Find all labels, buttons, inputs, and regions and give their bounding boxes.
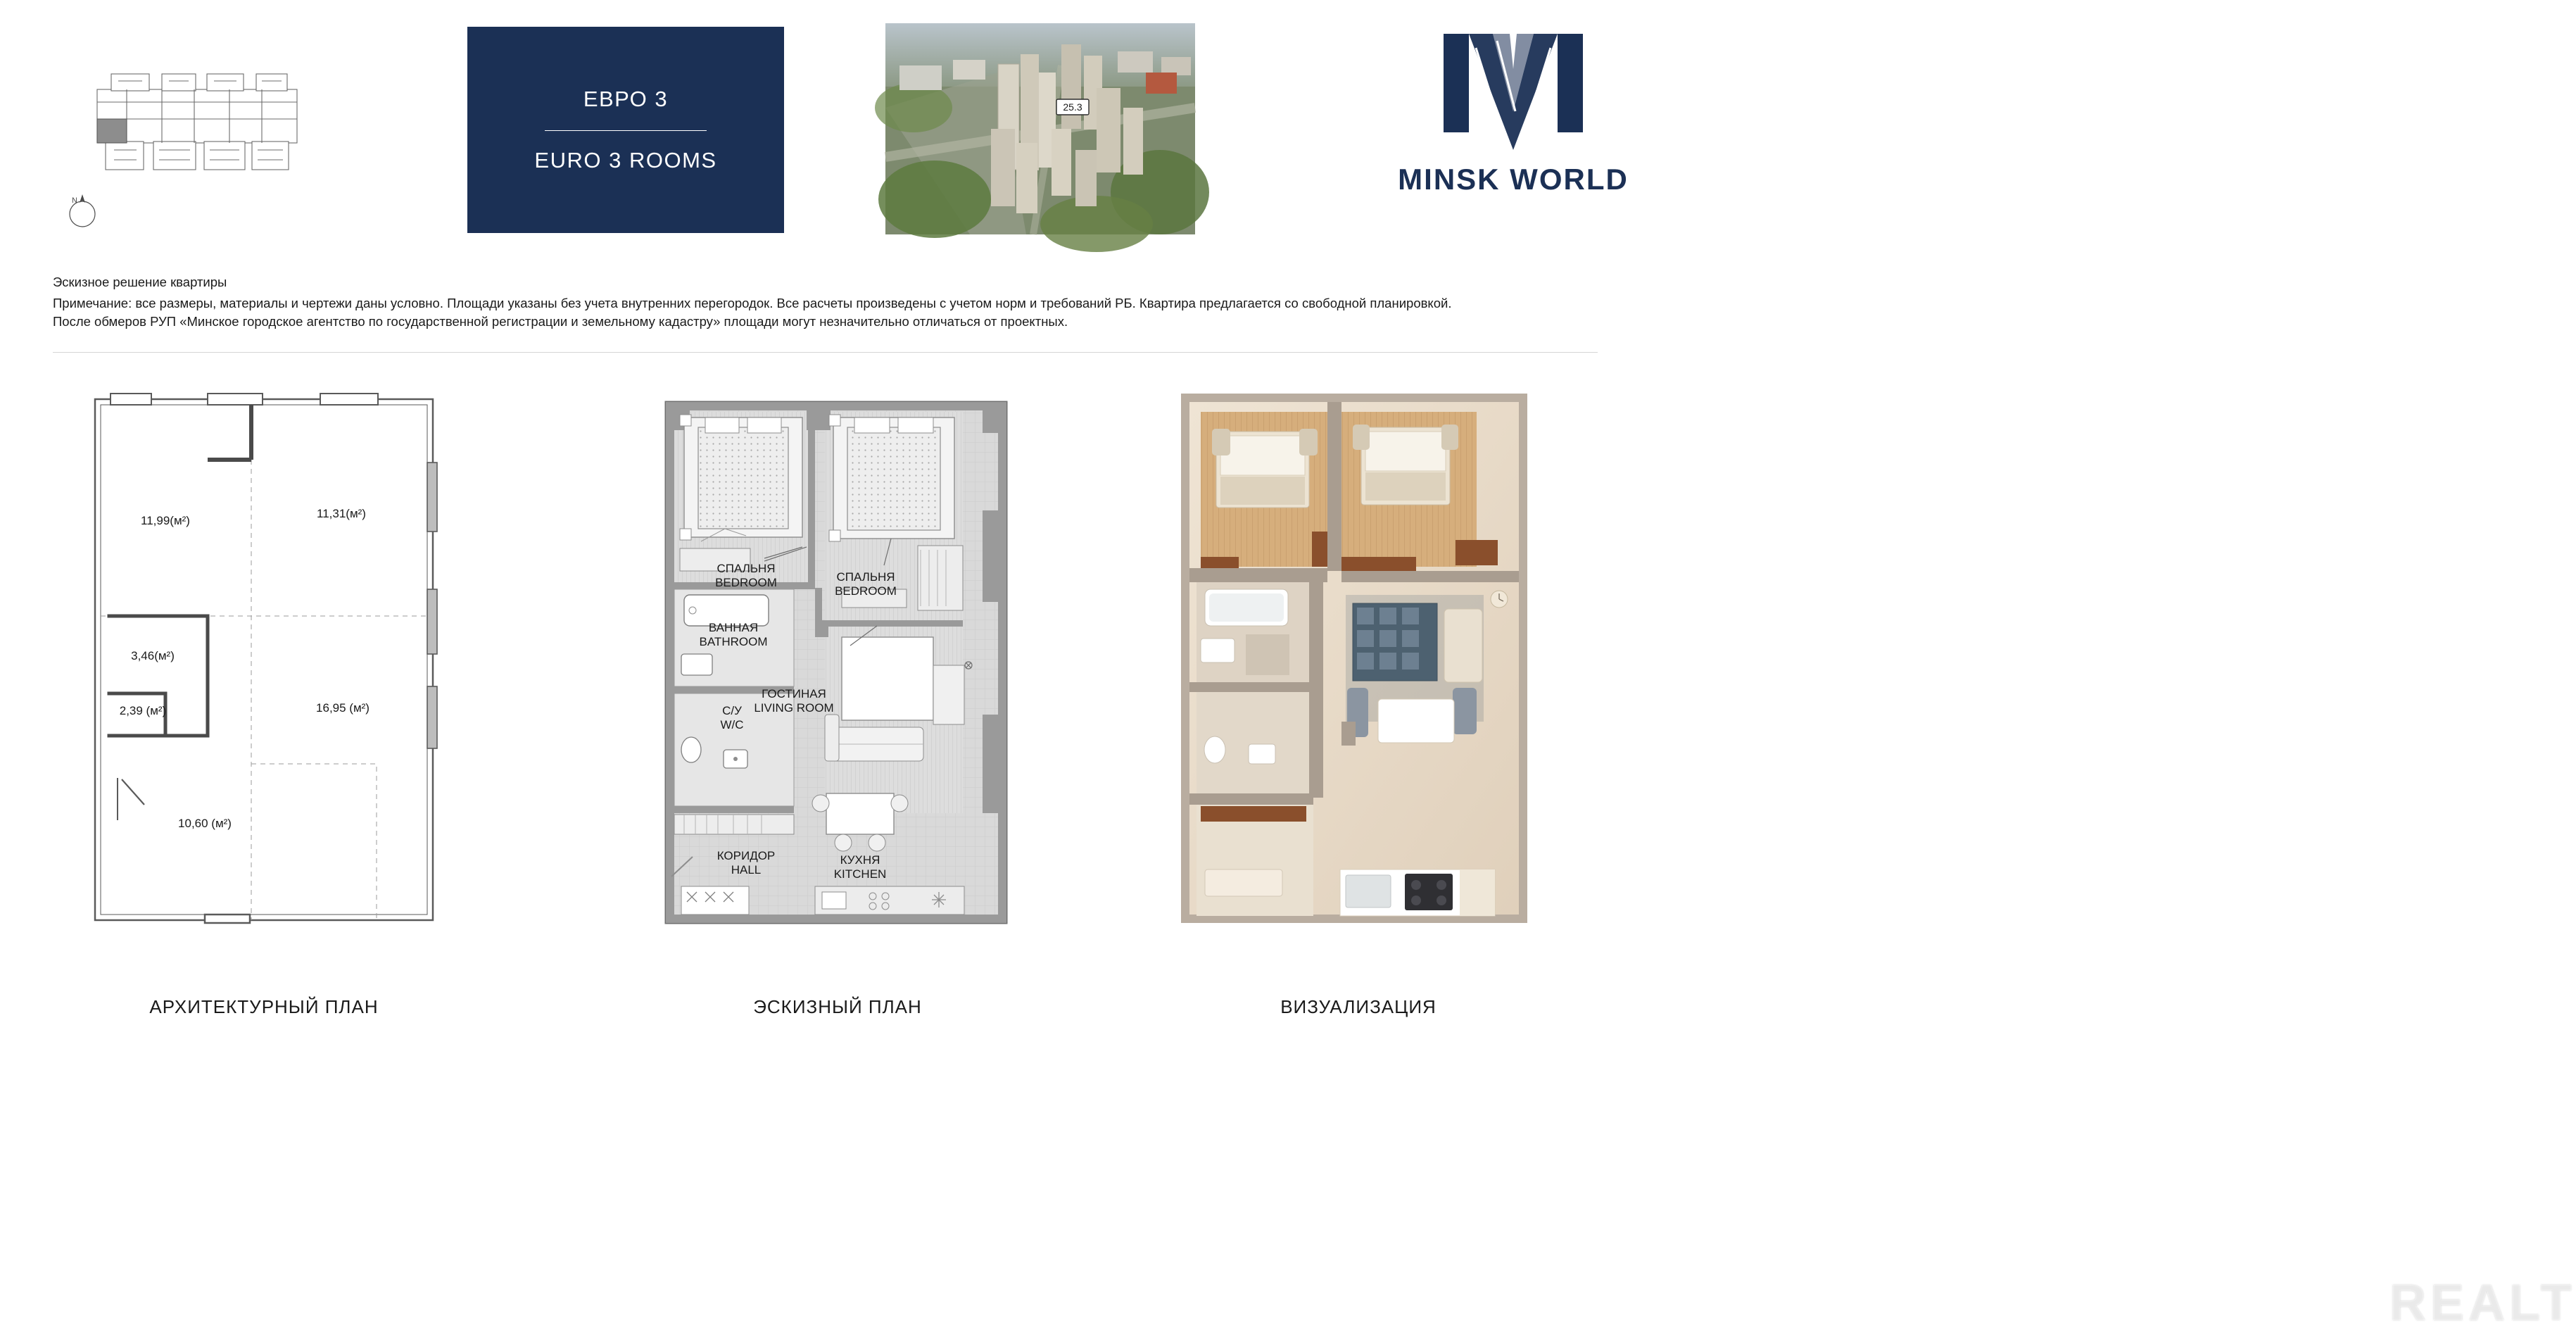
caption-visualization: ВИЗУАЛИЗАЦИЯ xyxy=(1280,996,1437,1017)
caption-architectural-plan: АРХИТЕКТУРНЫЙ ПЛАН xyxy=(149,996,379,1017)
room-label-living-ru: ГОСТИНАЯ xyxy=(762,687,826,700)
notes-line-2: После обмеров РУП «Минское городское агентство по государственной регистрации и земельному кадастру» площади могут незначительно отличаться от проектных. xyxy=(53,313,1068,329)
compass-north-label: N xyxy=(72,196,77,205)
area-label-room-top-left: 11,99(м²) xyxy=(141,514,190,527)
notes-block xyxy=(53,275,1594,330)
room-label-kitchen-en: KITCHEN xyxy=(833,867,887,881)
brand-block xyxy=(1358,27,1668,231)
architectural-plan xyxy=(67,384,461,940)
notes-line-1: Примечание: все размеры, материалы и чертежи даны условно. Площади указаны без учета внутренних перегородок. Все расчеты произведены с учетом норм и требований РБ. Квартира предлагается со свободной планировкой. xyxy=(53,296,1452,310)
plan-type-title-en: EURO 3 ROOMS xyxy=(534,148,717,172)
room-label-bedroom-1-ru: СПАЛЬНЯ xyxy=(716,562,776,575)
room-label-bedroom-2-ru: СПАЛЬНЯ xyxy=(836,570,895,584)
aerial-marker xyxy=(1056,99,1089,115)
room-label-wc-ru: С/У xyxy=(722,704,742,717)
area-label-room-hall: 10,60 (м²) xyxy=(178,817,232,830)
caption-sketch-plan: ЭСКИЗНЫЙ ПЛАН xyxy=(753,996,922,1017)
svg-text:25.3: 25.3 xyxy=(1063,101,1082,113)
horizontal-divider xyxy=(53,352,1598,353)
building-key-plan xyxy=(56,60,338,183)
room-label-living-en: LIVING ROOM xyxy=(754,701,834,715)
plan-type-title-ru: ЕВРО 3 xyxy=(583,87,669,111)
aerial-view-photo xyxy=(885,23,1195,234)
room-label-bedroom-1-en: BEDROOM xyxy=(715,576,777,589)
sketch-plan xyxy=(640,384,1035,940)
area-label-room-wc: 2,39 (м²) xyxy=(119,704,167,717)
brand-name: MINSK WORLD xyxy=(1398,163,1629,196)
watermark-realt: REALT xyxy=(2389,1275,2576,1331)
room-label-hall-en: HALL xyxy=(731,863,762,877)
compass-north-icon xyxy=(62,191,103,232)
area-label-room-living: 16,95 (м²) xyxy=(316,701,370,715)
notes-title: Эскизное решение квартиры xyxy=(53,275,227,289)
room-label-bathroom-en: BATHROOM xyxy=(699,635,768,648)
room-label-bedroom-2-en: BEDROOM xyxy=(835,584,897,598)
plan-type-title-box xyxy=(467,27,784,233)
area-label-room-mid-left: 3,46(м²) xyxy=(131,649,175,662)
title-divider xyxy=(545,130,707,131)
room-label-kitchen-ru: КУХНЯ xyxy=(840,853,880,867)
area-label-room-top-right: 11,31(м²) xyxy=(317,507,366,520)
room-label-bathroom-ru: ВАННАЯ xyxy=(708,621,759,634)
room-label-wc-en: W/C xyxy=(720,718,744,731)
header xyxy=(0,0,1646,260)
room-label-hall-ru: КОРИДОР xyxy=(716,849,776,862)
mw-logo-icon xyxy=(1432,27,1594,150)
